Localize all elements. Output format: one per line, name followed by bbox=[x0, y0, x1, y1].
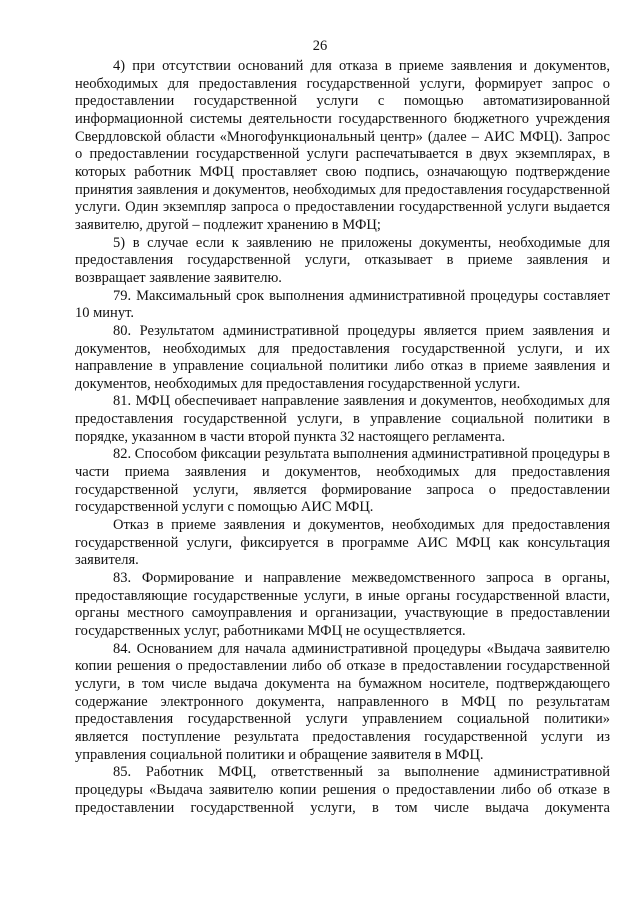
paragraph-79: 79. Максимальный срок выполнения административной процедуры составляет 10 минут. bbox=[75, 287, 610, 322]
paragraph-82: 82. Способом фиксации результата выполнения административной процедуры в части приема заявления и документов, необходимых для предоставления государственной услуги, является формирование запроса о предоставлении государственной услуги с помощью АИС МФЦ. bbox=[75, 446, 610, 516]
document-body bbox=[75, 58, 610, 817]
page-number: 26 bbox=[312, 38, 328, 54]
paragraph-85: 85. Работник МФЦ, ответственный за выполнение административной процедуры «Выдача заявителю копии решения о предоставлении либо об отказе в предоставлении государственной услуги, в том числе выдача документа bbox=[75, 764, 610, 816]
paragraph-80: 80. Результатом административной процедуры является прием заявления и документов, необходимых для предоставления государственной услуги, и их направление в управление социальной политики либо отказ в приеме заявления и документов, необходимых для предоставления государственной услуги. bbox=[75, 322, 610, 392]
paragraph-84: 84. Основанием для начала административной процедуры «Выдача заявителю копии решения о предоставлении либо об отказе в предоставлении государственной услуги, в том числе выдача документа на бумажном носителе, подтверждающего содержание электронного документа, направленного в МФЦ по результатам предоставления государственной услуги управлением социальной политики» является поступление результата предоставления государственной услуги из управления социальной политики и обращение заявителя в МФЦ. bbox=[75, 640, 610, 763]
paragraph-item-4: 4) при отсутствии оснований для отказа в приеме заявления и документов, необходимых для предоставления государственной услуги, формирует запрос о предоставлении государственной услуги с помощью автоматизированной информационной системы деятельности государственного бюджетного учреждения Свердловской области «Многофункциональный центр» (далее – АИС МФЦ). Запрос о предоставлении государственной услуги распечатывается в двух экземплярах, в которых работник МФЦ проставляет свою подпись, означающую подтверждение принятия заявления и документов, необходимых для предоставления государственной услуги. Один экземпляр запроса о предоставлении государственной услуги выдается заявителю, другой – подлежит хранению в МФЦ; bbox=[75, 58, 610, 233]
paragraph-81: 81. МФЦ обеспечивает направление заявления и документов, необходимых для предоставления государственной услуги, в управление социальной политики в порядке, указанном в части второй пункта 32 настоящего регламента. bbox=[75, 393, 610, 445]
paragraph-82-refusal: Отказ в приеме заявления и документов, необходимых для предоставления государственной услуги, фиксируется в программе АИС МФЦ как консультация заявителя. bbox=[75, 517, 610, 569]
paragraph-item-5: 5) в случае если к заявлению не приложены документы, необходимые для предоставления государственной услуги, отказывает в приеме заявления и возвращает заявление заявителю. bbox=[75, 234, 610, 286]
paragraph-83: 83. Формирование и направление межведомственного запроса в органы, предоставляющие государственные услуги, в иные органы государственной власти, органы местного самоуправления и организации, участвующие в предоставлении государственных услуг, работниками МФЦ не осуществляется. bbox=[75, 570, 610, 639]
